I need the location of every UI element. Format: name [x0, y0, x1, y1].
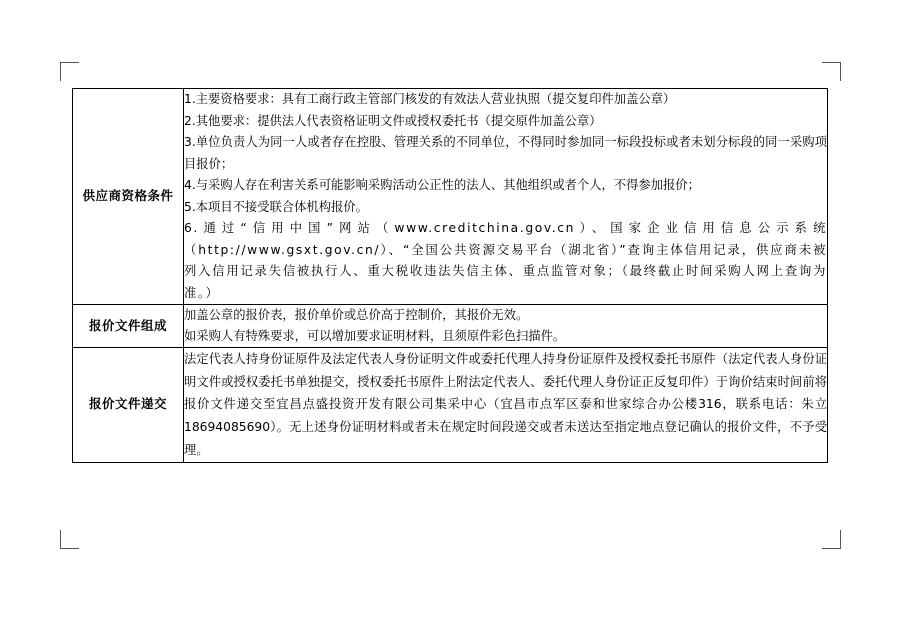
content-line: 1.主要资格要求：具有工商行政主管部门核发的有效法人营业执照（提交复印件加盖公章）	[184, 92, 676, 106]
content-line: 3.单位负责人为同一人或者存在控股、管理关系的不同单位，不得同时参加同一标段投标或者未划分标段的同一采购项目报价；	[184, 135, 827, 171]
row-label-supplier-qualification: 供应商资格条件	[73, 89, 184, 305]
content-line: 法定代表人持身份证原件及法定代表人身份证明文件或委托代理人持身份证原件及授权委托书原件（法定代表人身份证明文件或授权委托书单独提交，授权委托书原件上附法定代表人、委托代理人身份证正反复印件）于询价结束时间前将报价文件递交至宜昌点盛投资开发有限公司集采中心（宜昌市点军区泰和世家综合办公楼316，联系电话：朱立 18694085690）。无上述身份证明材料或者未在规定时间段递交或者未送达至指定地点登记确认的报价文件，不予受理。	[184, 351, 827, 457]
content-line: 加盖公章的报价表，报价单价或总价高于控制价，其报价无效。	[184, 308, 529, 323]
content-line: 如采购人有特殊要求，可以增加要求证明材料，且须原件彩色扫描件。	[184, 329, 566, 344]
table-row	[73, 305, 828, 348]
table-row	[73, 347, 828, 462]
crop-mark-top-left	[60, 62, 79, 81]
row-content-supplier-qualification	[184, 89, 828, 305]
row-label-quotation-submission: 报价文件递交	[73, 347, 184, 462]
content-line: 4.与采购人存在利害关系可能影响采购活动公正性的法人、其他组织或者个人，不得参加报价；	[184, 178, 700, 193]
requirements-table	[72, 88, 828, 463]
content-line: 5.本项目不接受联合体机构报价。	[184, 199, 368, 214]
row-content-quotation-submission	[184, 347, 828, 462]
row-label-quotation-composition: 报价文件组成	[73, 305, 184, 348]
row-content-quotation-composition	[184, 305, 828, 348]
crop-mark-bottom-left	[60, 530, 79, 549]
crop-mark-top-right	[822, 62, 841, 81]
crop-mark-bottom-right	[822, 530, 841, 549]
content-line: 6.通过“信用中国”网站（www.creditchina.gov.cn）、国家企业信用信息公示系统（http://www.gsxt.gov.cn/）、“全国公共资源交易平台（湖北省）”查询主体信用记录，供应商未被列入信用记录失信被执行人、重大税收违法失信主体、重点监管对象；（最终截止时间采购人网上查询为准。）	[184, 221, 827, 300]
table-row	[73, 89, 828, 305]
content-line: 2.其他要求：提供法人代表资格证明文件或授权委托书（提交原件加盖公章）	[184, 113, 602, 128]
